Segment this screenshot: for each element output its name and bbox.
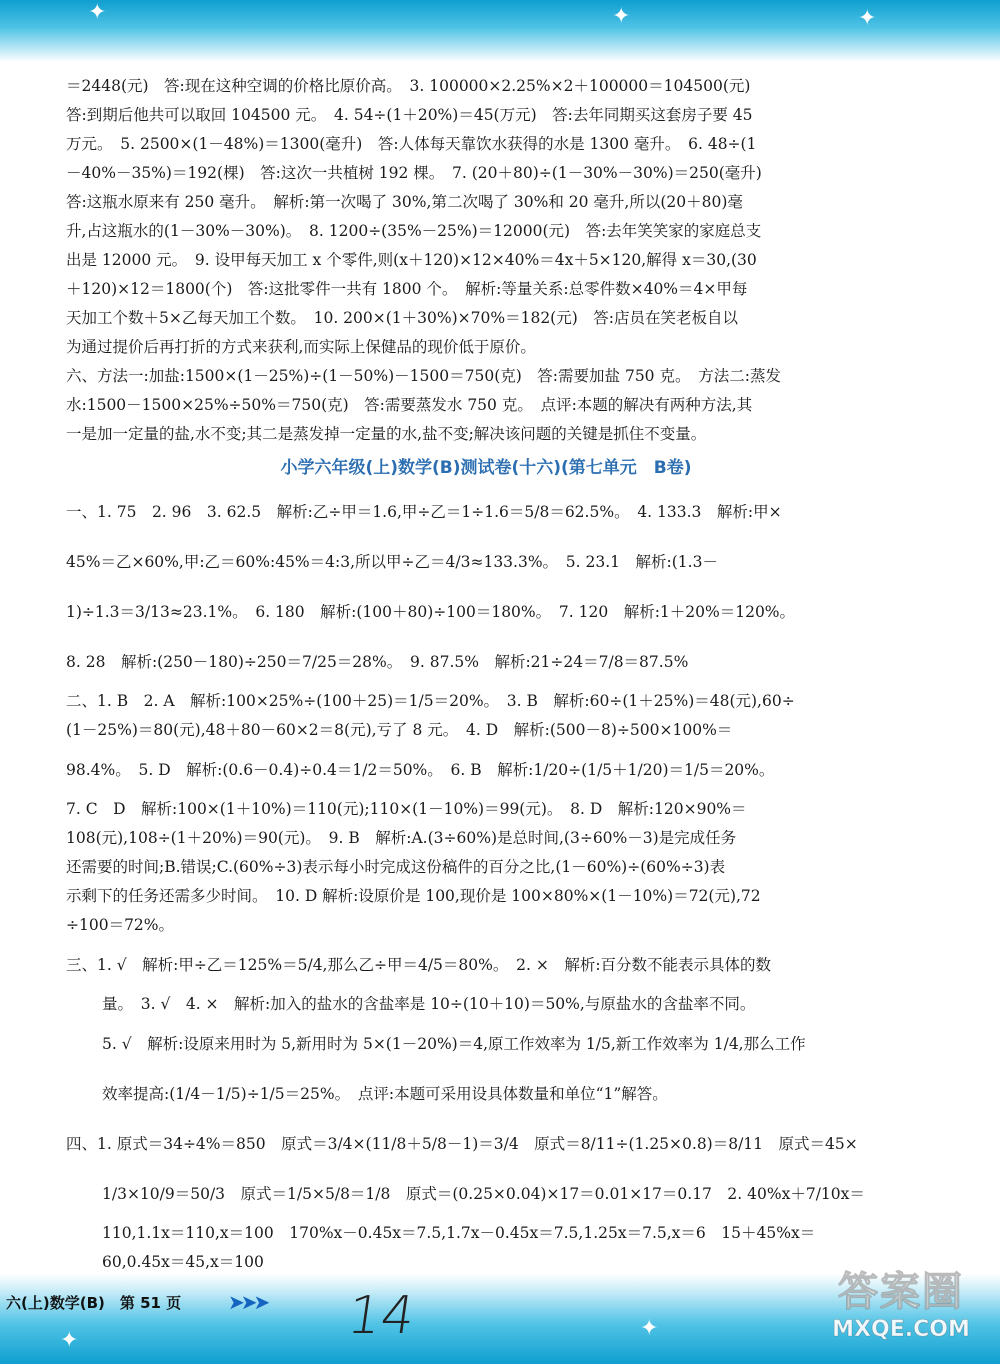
answer-line: 量。 3. √ 4. × 解析:加入的盐水的含盐率是 10÷(10＋10)＝50%,与原盐水的含盐率不同。 [102,995,756,1013]
answer-line: 7. C D 解析:100×(1＋10%)＝110(元);110×(1－10%)＝99(元)。 8. D 解析:120×90%＝ [66,800,747,818]
section-title: 小学六年级(上)数学(B)测试卷(十六)(第七单元 B卷) [280,458,692,478]
answer-line: 1/3×10/9＝50/3 原式＝1/5×5/8＝1/8 原式＝(0.25×0.04)×17＝0.01×17＝0.17 2. 40%x＋7/10x＝ [102,1185,865,1203]
answer-line: 三、1. √ 解析:甲÷乙＝125%＝5/4,那么乙÷甲＝4/5＝80%。 2. × 解析:百分数不能表示具体的数 [66,956,772,974]
answer-line: (1－25%)＝80(元),48＋80－60×2＝8(元),亏了 8 元。 4. D 解析:(500－8)÷500×100%＝ [66,721,733,739]
answer-line: 1)÷1.3＝3/13≈23.1%。 6. 180 解析:(100＋80)÷100＝180%。 7. 120 解析:1＋20%＝120%。 [66,603,796,621]
sparkle-icon: ✦ [858,6,877,31]
answer-line: 效率提高:(1/4－1/5)÷1/5＝25%。 点评:本题可采用设具体数量和单位“1”解答。 [102,1085,668,1103]
answer-line: 出是 12000 元。 9. 设甲每天加工 x 个零件,则(x＋120)×12×40%＝4x＋5×120,解得 x＝30,(30 [66,251,757,269]
answer-line: 答:这瓶水原来有 250 毫升。 解析:第一次喝了 30%,第二次喝了 30%和 20 毫升,所以(20＋80)毫 [66,193,743,211]
answer-line: 45%＝乙×60%,甲:乙＝60%:45%＝4:3,所以甲÷乙＝4/3≈133.3%。 5. 23.1 解析:(1.3－ [66,553,718,571]
watermark [806,1260,996,1360]
answer-line: ÷100＝72%。 [66,916,175,934]
answer-line: 天加工个数＋5×乙每天加工个数。 10. 200×(1＋30%)×70%＝182(元) 答:店员在笑老板自以 [66,309,738,327]
answer-line: 8. 28 解析:(250－180)÷250＝7/25＝28%。 9. 87.5% 解析:21÷24＝7/8＝87.5% [66,653,689,671]
answer-line: 60,0.45x＝45,x＝100 [102,1253,264,1271]
answer-line: ＋120)×12＝1800(个) 答:这批零件一共有 1800 个。 解析:等量关系:总零件数×40%＝4×甲每 [66,280,748,298]
handwritten-number: 14 [343,1286,419,1346]
arrow-decoration-icon: ➤➤➤ [228,1290,267,1314]
answer-line: －40%－35%)＝192(棵) 答:这次一共植树 192 棵。 7. (20＋80)÷(1－30%－30%)＝250(毫升) [66,164,762,182]
answer-line: 5. √ 解析:设原来用时为 5,新用时为 5×(1－20%)＝4,原工作效率为 1/5,新工作效率为 1/4,那么工作 [102,1035,806,1053]
top-decorative-band [0,0,1000,62]
answer-line: 还需要的时间;B.错误;C.(60%÷3)表示每小时完成这份稿件的百分之比,(1－60%)÷(60%÷3)表 [66,858,726,876]
answer-line: ＝2448(元) 答:现在这种空调的价格比原价高。 3. 100000×2.25%×2＋100000＝104500(元) [66,77,751,95]
answer-line: 110,1.1x＝110,x＝100 170%x－0.45x＝7.5,1.7x－0.45x＝7.5,1.25x＝7.5,x＝6 15＋45%x＝ [102,1224,816,1242]
answer-line: 一、1. 75 2. 96 3. 62.5 解析:乙÷甲＝1.6,甲÷乙＝1÷1.6＝5/8＝62.5%。 4. 133.3 解析:甲× [66,503,782,521]
answer-line: 万元。 5. 2500×(1－48%)＝1300(毫升) 答:人体每天靠饮水获得的水是 1300 毫升。 6. 48÷(1 [66,135,757,153]
watermark-url: MXQE.COM [832,1317,970,1342]
watermark-logo-text: 答案圈 [838,1269,964,1315]
answer-line: 108(元),108÷(1＋20%)＝90(元)。 9. B 解析:A.(3÷60%)是总时间,(3÷60%－3)是完成任务 [66,829,737,847]
answer-line: 四、1. 原式＝34÷4%＝850 原式＝3/4×(11/8＋5/8－1)＝3/4 原式＝8/11÷(1.25×0.8)＝8/11 原式＝45× [66,1135,858,1153]
answer-line: 一是加一定量的盐,水不变;其二是蒸发掉一定量的水,盐不变;解决该问题的关键是抓住不变量。 [66,425,707,443]
answer-content [66,72,906,1277]
answer-line: 98.4%。 5. D 解析:(0.6－0.4)÷0.4＝1/2＝50%。 6. B 解析:1/20÷(1/5＋1/20)＝1/5＝20%。 [66,761,775,779]
answer-line: 示剩下的任务还需多少时间。 10. D 解析:设原价是 100,现价是 100×80%×(1－10%)＝72(元),72 [66,887,761,905]
answer-line: 答:到期后他共可以取回 104500 元。 4. 54÷(1＋20%)＝45(万元) 答:去年同期买这套房子要 45 [66,106,753,124]
answer-line: 二、1. B 2. A 解析:100×25%÷(100＋25)＝1/5＝20%。 3. B 解析:60÷(1＋25%)＝48(元),60÷ [66,692,795,710]
answer-line: 水:1500－1500×25%÷50%＝750(克) 答:需要蒸发水 750 克。 点评:本题的解决有两种方法,其 [66,396,753,414]
answer-line: 为通过提价后再打折的方式来获利,而实际上保健品的现价低于原价。 [66,338,536,356]
answer-line: 升,占这瓶水的(1－30%－30%)。 8. 1200÷(35%－25%)＝12000(元) 答:去年笑笑家的家庭总支 [66,222,762,240]
page-footer-label: 六(上)数学(B) 第 51 页 [6,1294,182,1312]
answer-line: 六、方法一:加盐:1500×(1－25%)÷(1－50%)－1500＝750(克) 答:需要加盐 750 克。 方法二:蒸发 [66,367,781,385]
sparkle-icon: ✦ [60,1328,79,1353]
sparkle-icon: ✦ [88,0,107,25]
sparkle-icon: ✦ [612,4,631,29]
sparkle-icon: ✦ [640,1316,659,1341]
